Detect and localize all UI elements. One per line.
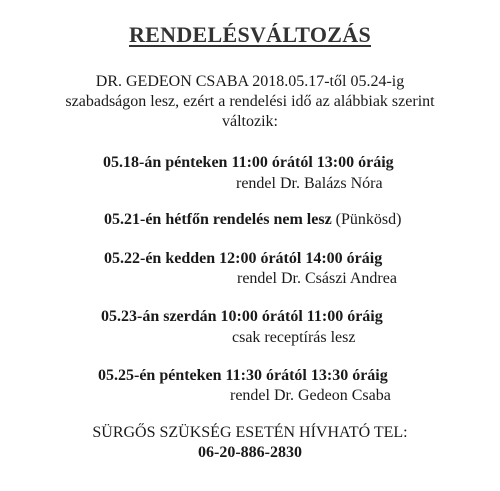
intro-line-3: változik: bbox=[222, 113, 278, 130]
footer bbox=[0, 423, 500, 463]
schedule-item-sub: rendel Dr. Balázs Nóra bbox=[236, 175, 383, 192]
intro-line-1: DR. GEDEON CSABA 2018.05.17-től 05.24-ig bbox=[95, 73, 405, 90]
schedule-item-main: 05.23-án szerdán 10:00 órától 11:00 óráig bbox=[101, 308, 383, 325]
intro-text bbox=[0, 72, 500, 132]
schedule-item-main: 05.18-án pénteken 11:00 órától 13:00 óráig bbox=[103, 154, 394, 171]
schedule-item-main bbox=[104, 210, 401, 230]
schedule-item-sub: rendel Dr. Gedeon Csaba bbox=[230, 387, 391, 404]
emergency-phone: 06-20-886-2830 bbox=[198, 444, 302, 461]
intro-line-2: szabadságon lesz, ezért a rendelési idő az alábbiak szerint bbox=[65, 93, 435, 110]
schedule-item-main: 05.22-én kedden 12:00 órától 14:00 óráig bbox=[104, 250, 383, 267]
schedule-item-sub: rendel Dr. Császi Andrea bbox=[237, 270, 397, 287]
schedule-item-sub: csak receptírás lesz bbox=[232, 329, 356, 346]
emergency-label: SÜRGŐS SZÜKSÉG ESETÉN HÍVHATÓ TEL: bbox=[92, 424, 408, 441]
page-title: RENDELÉSVÁLTOZÁS bbox=[128, 22, 371, 47]
schedule-item-note: (Pünkösd) bbox=[335, 211, 402, 228]
schedule-item-main: 05.25-én pénteken 11:30 órától 13:30 óráig bbox=[98, 367, 388, 384]
schedule-item-main-text: 05.21-én hétfőn rendelés nem lesz bbox=[104, 211, 332, 228]
